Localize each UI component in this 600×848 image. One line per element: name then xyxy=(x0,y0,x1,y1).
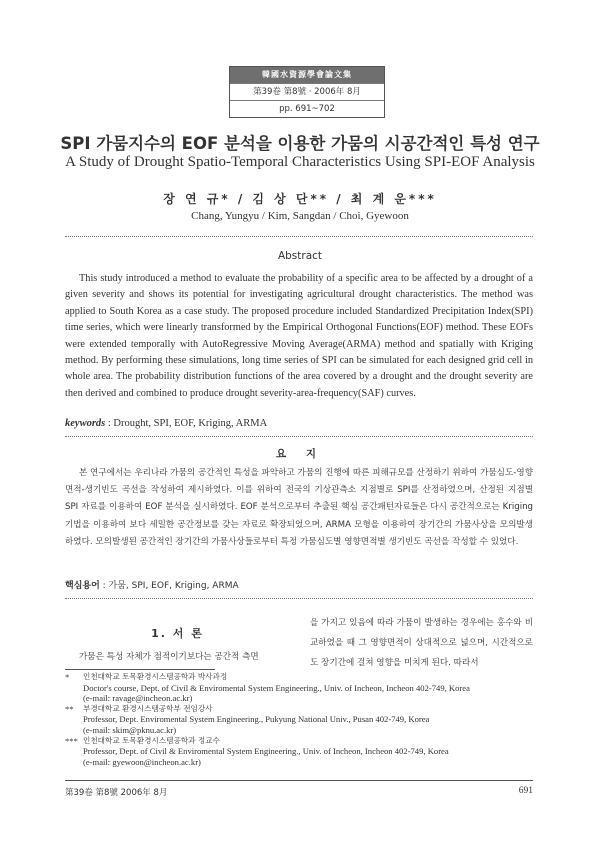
footnote-korean: 인천대학교 토목환경시스템공학과 정교수 xyxy=(83,735,220,745)
authors-english: Chang, Yungyu / Kim, Sangdan / Choi, Gyewoon xyxy=(191,210,409,222)
keywords-line xyxy=(65,418,533,429)
divider-dotted xyxy=(65,598,533,599)
authors-korean: 장 연 규* / 김 상 단** / 최 계 운*** xyxy=(163,192,437,206)
footnote-english: Professor, Dept. Enviromental System Engineering., Pukyung National Univ., Pusan 402-749, Korea xyxy=(83,714,430,725)
title-korean: SPI 가뭄지수의 EOF 분석을 이용한 가뭄의 시공간적인 특성 연구 xyxy=(60,134,540,153)
footnote-email: (e-mail: skim@pknu.ac.kr) xyxy=(83,724,177,735)
footnote-email: (e-mail: gyewoon@incheon.ac.kr) xyxy=(83,756,201,767)
footnote xyxy=(65,736,535,768)
footnote xyxy=(65,704,535,736)
journal-pages: pp. 691~702 xyxy=(230,100,384,117)
footnote xyxy=(65,672,535,704)
footnote-rule xyxy=(65,669,215,670)
summary-text: 본 연구에서는 우리나라 가뭄의 공간적인 특성을 파악하고 가뭄의 진행에 따른 피해규모를 산정하기 위하여 가뭄심도-영향면적-생기빈도 곡선을 작성하여 제시하였다. 이를 위하여 전국의 기상관측소 지점별로 SPI를 산정하였으며, 산정된 지점별 SPI 자료를 이용하여 EOF 분석을 실시하였다. EOF 분석으로부터 추출된 핵심 공간패턴자료들은 다시 공간적으로는 Kriging 기법을 이용하여 보다 세밀한 공간정보를 갖는 자료로 확장되었으며, ARMA 모형을 이용하여 장기간의 가뭄사상을 모의발생하였다. 모의발생된 공간적인 장기간의 가뭄사상들로부터 특정 가뭄심도별 영향면적별 생기빈도 곡선을 작성할 수 있었다. xyxy=(65,468,533,547)
page-number: 691 xyxy=(518,786,533,796)
footnote-english: Professor, Dept. of Civil & Enviromental System Engineering., Univ. of Incheon, Incheon 402-749, Korea xyxy=(83,746,449,757)
journal-name: 韓國水資源學會論文集 xyxy=(230,67,384,83)
intro-right-column: 을 가지고 있음에 따라 가뭄이 발생하는 경우에는 홍수와 비교하였을 때 그 영향면적이 상대적으로 넓으며, 시간적으로도 장기간에 걸쳐 영향을 미치게 된다. 따라서 xyxy=(310,618,533,668)
title-english: A Study of Drought Spatio-Temporal Characteristics Using SPI-EOF Analysis xyxy=(65,154,535,170)
keywords-values: : Drought, SPI, EOF, Kriging, ARMA xyxy=(107,418,268,429)
keywords-korean-label: 핵심용어 xyxy=(65,581,100,591)
keywords-korean-values: : 가뭄, SPI, EOF, Kriging, ARMA xyxy=(102,581,239,591)
section-title: 1. 서 론 xyxy=(151,627,204,640)
keywords-label: keywords xyxy=(65,418,106,429)
intro-left-column: 가뭄은 특성 자체가 점적이기보다는 공간적 측면 xyxy=(79,652,259,662)
footnote-english: Doctor's course, Dept. of Civil & Enviromental System Engineering., Univ. of Incheon, Incheon 402-749, Korea xyxy=(83,682,470,693)
footer-journal-issue: 第39卷 第8號 2006年 8月 xyxy=(65,788,168,798)
keywords-korean-line xyxy=(65,578,533,591)
footnote-korean: 인천대학교 토목환경시스템공학과 박사과정 xyxy=(83,672,228,681)
journal-header-box xyxy=(229,66,385,118)
footer-rule xyxy=(65,780,533,781)
footnote-mark: * xyxy=(65,672,70,682)
footnote-mark: ** xyxy=(65,703,74,714)
journal-issue: 第39卷 第8號 · 2006年 8月 xyxy=(230,83,384,100)
footnote-korean: 부경대학교 환경시스템공학부 전임강사 xyxy=(83,703,213,713)
summary-heading: 요 지 xyxy=(276,448,324,460)
footnotes xyxy=(65,672,535,767)
footnote-email: (e-mail: ravage@incheon.ac.kr) xyxy=(83,693,193,704)
footnote-mark: *** xyxy=(65,735,78,746)
divider-dotted xyxy=(65,436,533,437)
abstract-text: This study introduced a method to evaluate the probability of a specific area to be affected by a drought of a given severity and shows its potential for investigating agricultural drought characteristics. The method was applied to South Korea as a case study. The proposed procedure included Standardized Precipitation Index(SPI) time series, which were linearly transformed by the Empirical Orthogonal Functions(EOF) method. These EOFs were extended temporally with AutoRegressive Moving Average(ARMA) method and spatially with Kriging method. By performing these simulations, long time series of SPI can be simulated for each designed grid cell in whole area. The probability distribution functions of the area covered by a drought and the drought severity are then derived and combined to produce drought severity-area-frequency(SAF) curves. xyxy=(65,273,533,399)
abstract-heading: Abstract xyxy=(277,250,323,262)
divider-dotted xyxy=(65,236,533,237)
